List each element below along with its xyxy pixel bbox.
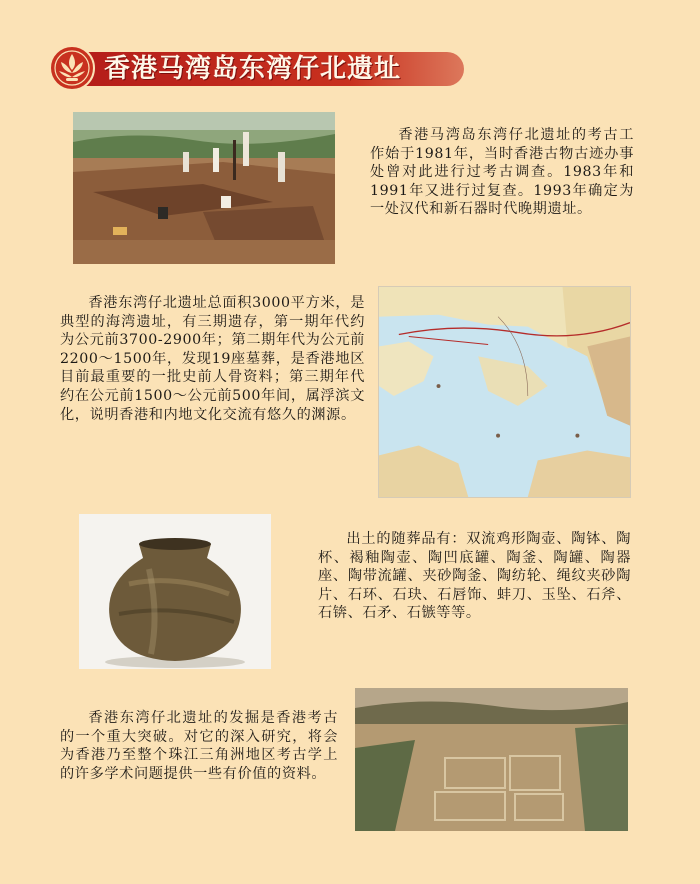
- site-overview-photo: [355, 688, 628, 831]
- excavation-photo: [73, 112, 335, 264]
- site-map: [378, 286, 631, 498]
- intro-paragraph: 香港马湾岛东湾仔北遗址的考古工作始于1981年，当时香港古物古迹办事处曾对此进行过考古调查。1983年和1991年又进行过复查。1993年确定为一处汉代和新石器时代晚期遗址。: [370, 127, 634, 218]
- page-title: 香港马湾岛东湾仔北遗址: [104, 54, 402, 84]
- page-header: [48, 44, 428, 92]
- area-paragraph: 香港东湾仔北遗址总面积3000平方米，是典型的海湾遗址，有三期遗存，第一期年代约为公元前3700-2900年；第二期年代为公元前 2200～1500年，发现19座墓葬，是香港地区目前最重要的一批史前人骨资料；第三期年代约在公元前1500～公元前500年间，属浮滨文化，说明香港和内地文化交流有悠久的渊源。: [60, 295, 365, 423]
- artifacts-paragraph: 出土的随葬品有：双流鸡形陶壶、陶钵、陶杯、褐釉陶壶、陶凹底罐、陶釜、陶罐、陶器座、陶带流罐、夹砂陶釜、陶纺轮、绳纹夹砂陶片、石环、石玦、石唇饰、蚌刀、玉坠、石斧、石锛、石矛、石镞等等。: [318, 531, 631, 622]
- lotus-emblem-icon: [48, 44, 96, 92]
- significance-paragraph: 香港东湾仔北遗址的发掘是香港考古的一个重大突破。对它的深入研究，将会为香港乃至整个珠江三角洲地区考古学上的许多学术问题提供一些有价值的资料。: [60, 710, 338, 782]
- pottery-jar-photo: [79, 514, 271, 669]
